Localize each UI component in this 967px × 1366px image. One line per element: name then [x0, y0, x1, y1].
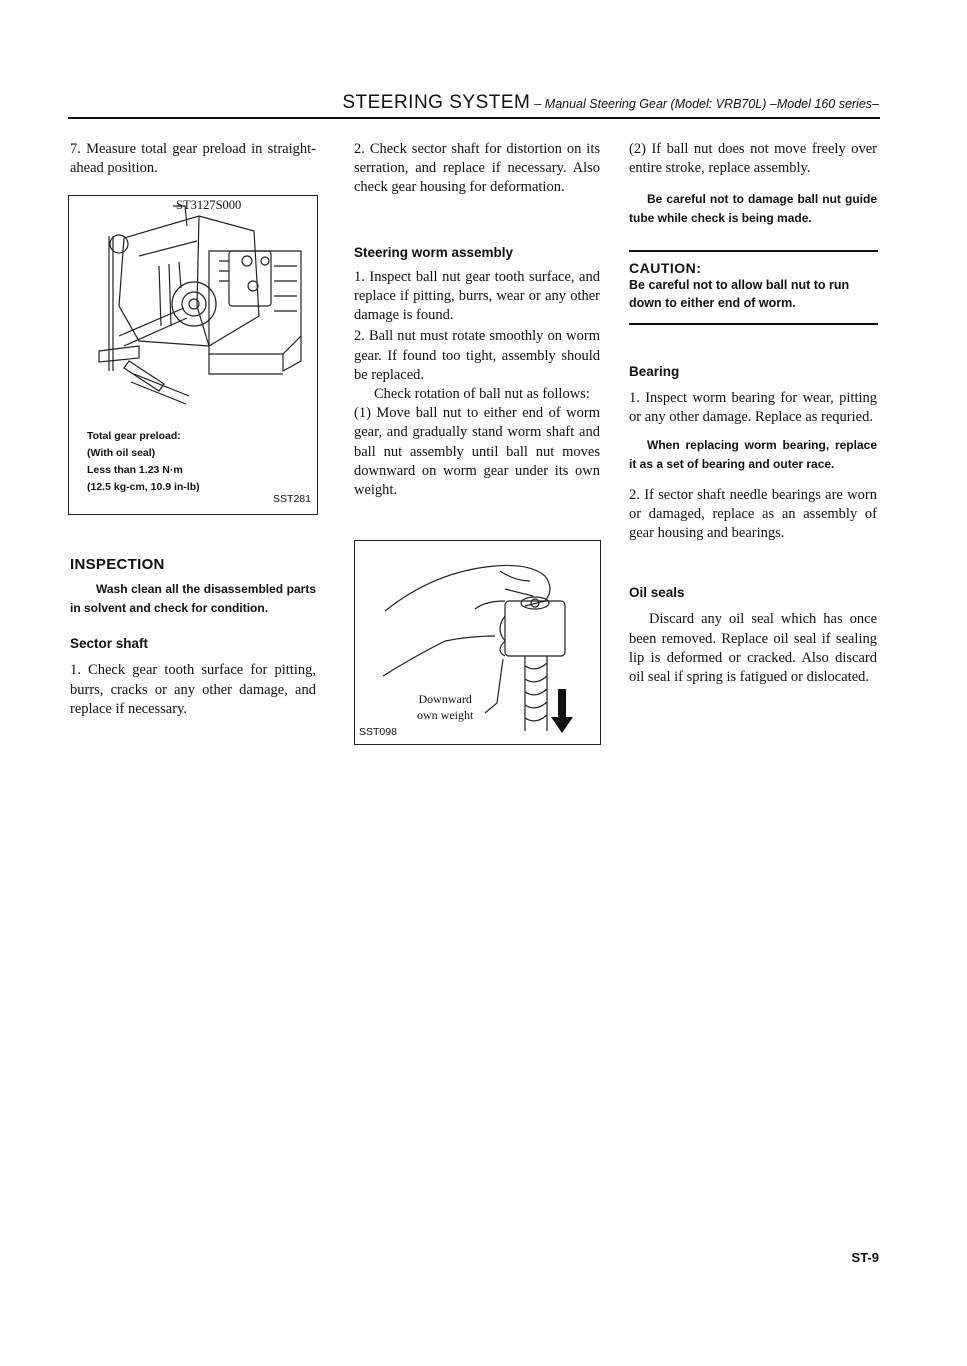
- worm-step-1: 1. Inspect ball nut gear tooth surface, and replace if pitting, burrs, wear or any other damage is found.: [354, 268, 600, 324]
- spec-line-3: (12.5 kg-cm, 10.9 in-lb): [87, 481, 200, 493]
- inspection-section: [70, 555, 316, 719]
- ball-nut-note: Be careful not to damage ball nut guide tube while check is being made.: [629, 192, 877, 226]
- column-1: [70, 140, 316, 178]
- step-7: 7. Measure total gear preload in straight-ahead position.: [70, 141, 316, 177]
- caution-box: [629, 250, 878, 325]
- caution-title: CAUTION:: [629, 260, 702, 276]
- caution-text: Be careful not to allow ball nut to run down to either end of worm.: [629, 278, 850, 310]
- spec-line-1: (With oil seal): [87, 447, 156, 459]
- oil-seals-heading: Oil seals: [629, 585, 685, 601]
- ball-nut-step-2: (2) If ball nut does not move freely over entire stroke, replace assembly.: [629, 141, 877, 177]
- oil-seals-text: Discard any oil seal which has once been removed. Replace oil seal if sealing lip is deformed or cracked. Also discard oil seal if spring is fatigued or dislocated.: [629, 611, 877, 686]
- downward-label: [417, 691, 473, 723]
- sector-shaft-heading: Sector shaft: [70, 636, 149, 652]
- ball-nut-illustration: [355, 541, 600, 744]
- bearing-section: [629, 362, 877, 687]
- page-number: ST-9: [851, 1250, 879, 1265]
- bearing-heading: Bearing: [629, 364, 680, 379]
- sector-step-2: 2. Check sector shaft for distortion on its serration, and replace if necessary. Also check gear housing for deformation.: [354, 141, 600, 196]
- inspection-note: Wash clean all the disassembled parts in solvent and check for condition.: [70, 582, 316, 616]
- worm-step-2c: (1) Move ball nut to either end of worm gear, and gradually stand worm shaft and ball nut assembly until ball nut moves downward on worm gear under its own weight.: [354, 405, 600, 499]
- page-header: [342, 92, 879, 114]
- column-2: [354, 140, 600, 500]
- worm-step-2: 2. Ball nut must rotate smoothly on worm gear. If found too tight, assembly should be replaced.: [354, 328, 600, 383]
- column-3: [629, 140, 877, 228]
- header-subtitle: – Manual Steering Gear (Model: VRB70L) –Model 160 series–: [534, 97, 879, 111]
- worm-heading: Steering worm assembly: [354, 244, 514, 260]
- figure-ball-nut-check: [354, 540, 601, 745]
- figure-code: SST098: [359, 726, 397, 738]
- bearing-step-2: 2. If sector shaft needle bearings are worn or damaged, replace as an assembly of gear housing and bearings.: [629, 486, 877, 542]
- figure-gear-preload: [68, 195, 318, 515]
- downward-label-line-1: Downward: [418, 692, 472, 706]
- bearing-note: When replacing worm bearing, replace it as a set of bearing and outer race.: [629, 437, 877, 471]
- header-rule: [68, 117, 880, 119]
- figure-code: SST281: [273, 493, 311, 505]
- inspection-heading: INSPECTION: [70, 556, 165, 573]
- tool-label: ST3127S000: [176, 198, 242, 212]
- gear-preload-illustration: [69, 196, 317, 421]
- spec-line-2: Less than 1.23 N·m: [87, 464, 183, 476]
- bearing-step-1: 1. Inspect worm bearing for wear, pitting or any other damage. Replace as requried.: [629, 390, 877, 426]
- worm-step-2b: Check rotation of ball nut as follows:: [374, 386, 590, 403]
- preload-spec: [87, 428, 200, 496]
- downward-label-line-2: own weight: [417, 708, 474, 722]
- sector-step-1: 1. Check gear tooth surface for pitting, burrs, cracks or any other damage, and replace if necessary.: [70, 662, 316, 717]
- header-title: STEERING SYSTEM: [342, 92, 531, 113]
- spec-title: Total gear preload:: [87, 430, 181, 442]
